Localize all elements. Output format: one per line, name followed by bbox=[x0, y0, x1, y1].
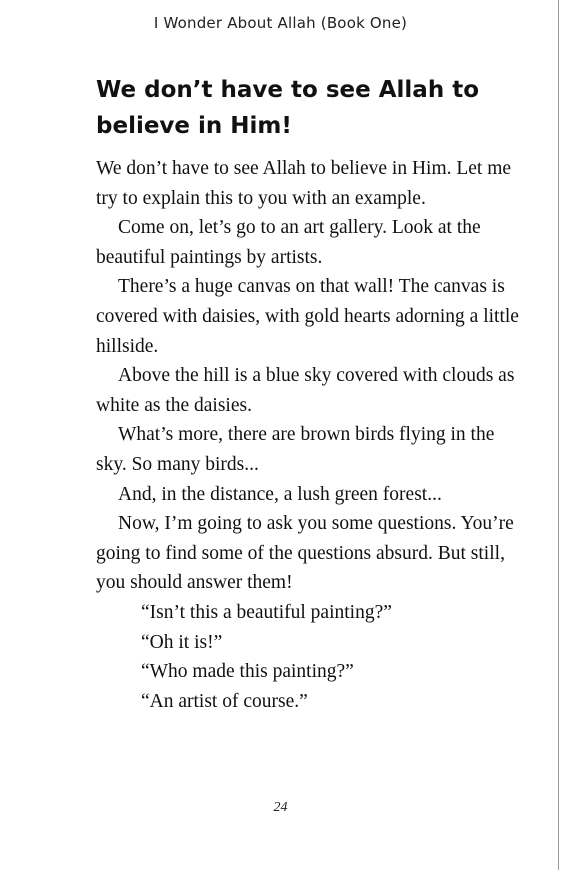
paragraph: Come on, let’s go to an art gallery. Look at the beautiful paintings by artists. bbox=[96, 217, 481, 268]
dialogue-line: “Oh it is!” bbox=[141, 631, 223, 653]
paragraph: Above the hill is a blue sky covered with clouds as white as the daisies. bbox=[96, 365, 515, 416]
running-header: I Wonder About Allah (Book One) bbox=[153, 14, 408, 32]
dialogue-line: “An artist of course.” bbox=[141, 690, 308, 712]
paragraph: We don’t have to see Allah to believe in Him. Let me try to explain this to you with an example. bbox=[96, 158, 512, 209]
page-edge-line bbox=[558, 0, 559, 870]
paragraph: And, in the distance, a lush green forest... bbox=[118, 483, 442, 505]
paragraph: Now, I’m going to ask you some questions. You’re going to find some of the questions absurd. But still, you should answer them! bbox=[96, 513, 514, 594]
dialogue-line: “Isn’t this a beautiful painting?” bbox=[141, 601, 392, 623]
paragraph: What’s more, there are brown birds flying in the sky. So many birds... bbox=[96, 424, 495, 475]
page-number: 24 bbox=[273, 800, 288, 815]
body-text bbox=[96, 154, 526, 716]
paragraph: There’s a huge canvas on that wall! The canvas is covered with daisies, with gold hearts adorning a little hillside. bbox=[96, 276, 519, 357]
dialogue-line: “Who made this painting?” bbox=[141, 661, 354, 683]
chapter-title: We don’t have to see Allah to believe in Him! bbox=[96, 77, 479, 139]
